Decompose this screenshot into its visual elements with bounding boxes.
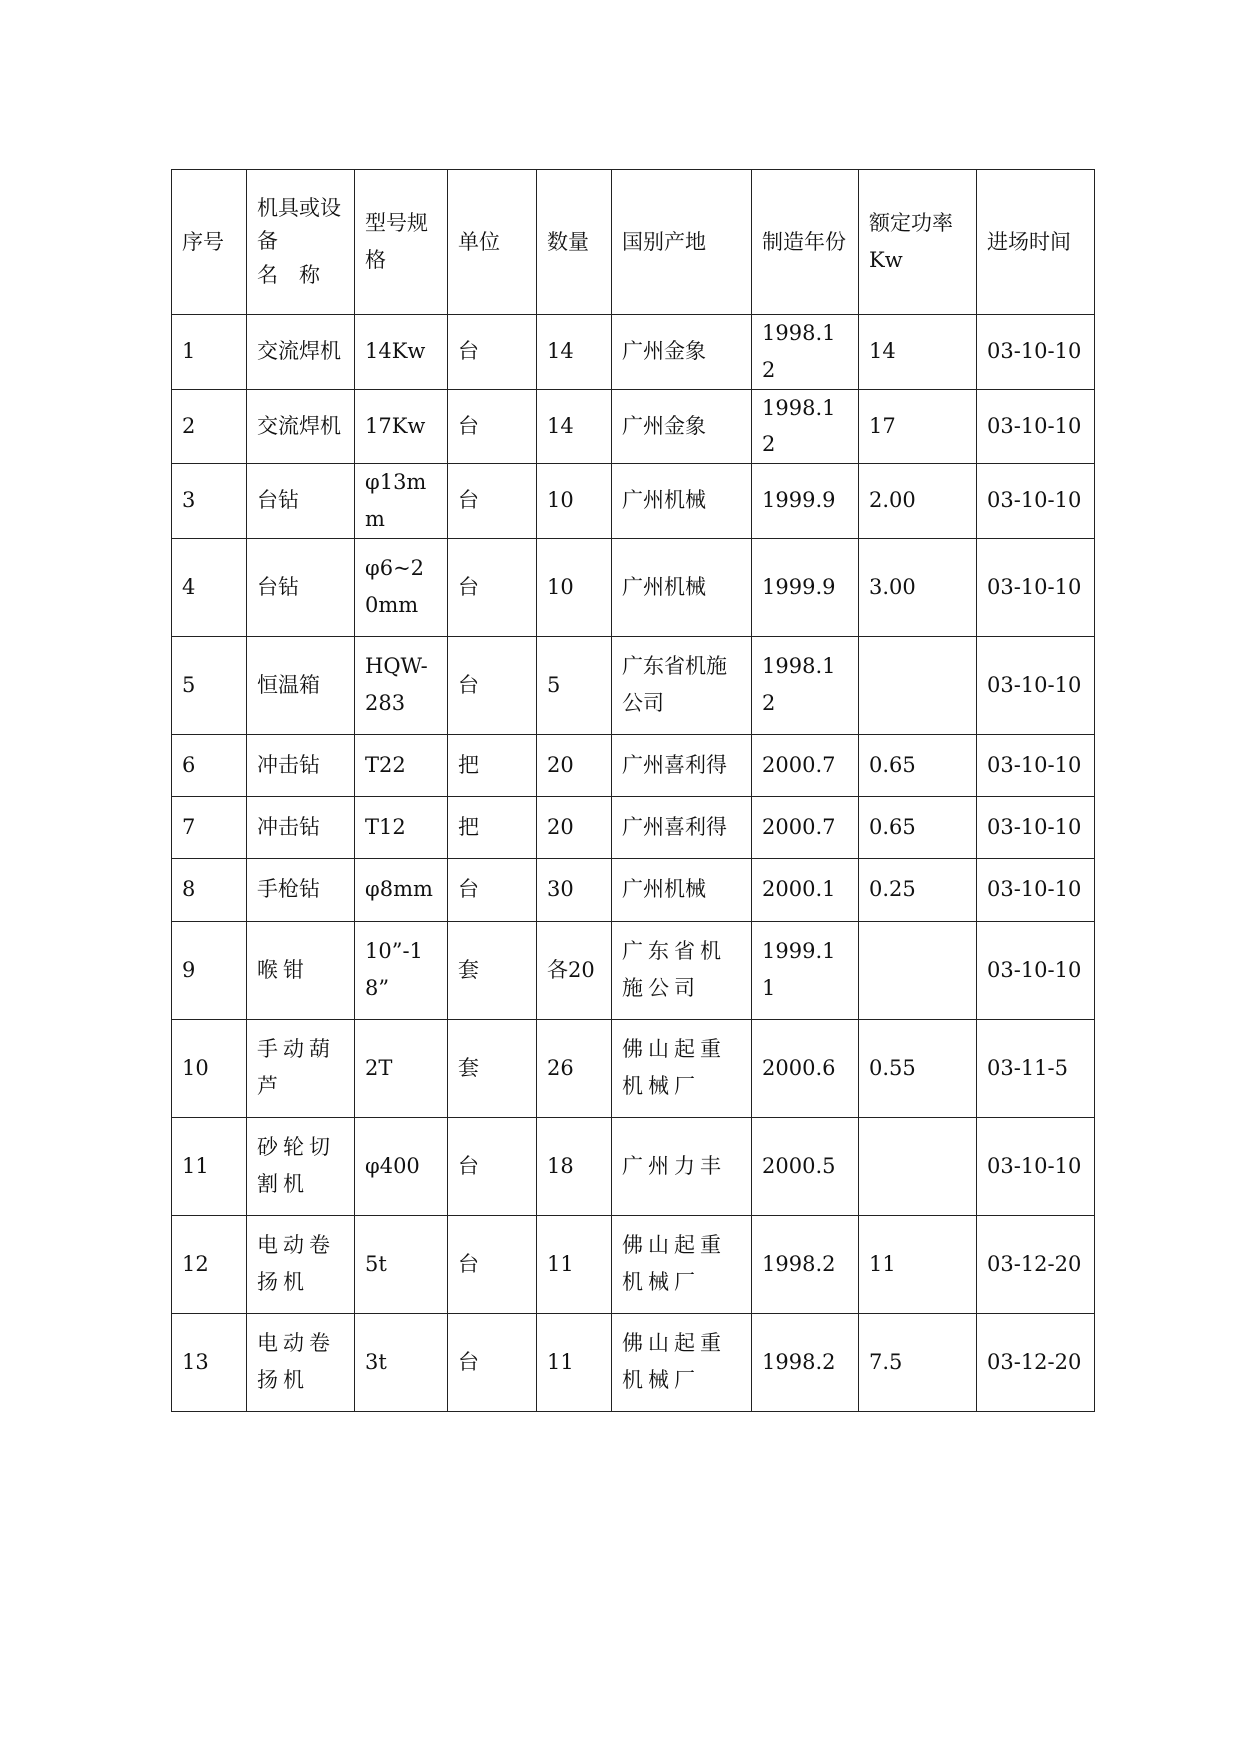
cell-power: 0.55 bbox=[859, 1019, 977, 1117]
cell-name: 喉钳 bbox=[247, 921, 355, 1019]
cell-power bbox=[859, 636, 977, 734]
cell-origin: 广州金象 bbox=[612, 315, 752, 390]
cell-model: φ6~20mm bbox=[355, 538, 448, 636]
table-row bbox=[172, 315, 1095, 390]
cell-qty: 20 bbox=[537, 796, 612, 858]
cell-model: 10”-18” bbox=[355, 921, 448, 1019]
cell-seq: 9 bbox=[172, 921, 247, 1019]
cell-origin: 广州机械 bbox=[612, 464, 752, 539]
cell-origin: 广东省机施公司 bbox=[612, 921, 752, 1019]
cell-year: 1999.9 bbox=[752, 464, 859, 539]
cell-origin: 广州机械 bbox=[612, 858, 752, 921]
table-row bbox=[172, 796, 1095, 858]
cell-name: 砂轮切割机 bbox=[247, 1117, 355, 1215]
header-origin: 国别产地 bbox=[612, 170, 752, 315]
cell-origin: 佛山起重机械厂 bbox=[612, 1019, 752, 1117]
cell-entry: 03-10-10 bbox=[977, 921, 1095, 1019]
cell-name: 恒温箱 bbox=[247, 636, 355, 734]
table-row bbox=[172, 734, 1095, 796]
cell-year: 1998.12 bbox=[752, 389, 859, 464]
cell-year: 2000.7 bbox=[752, 796, 859, 858]
header-name-line3: 名 称 bbox=[257, 262, 320, 287]
cell-qty: 30 bbox=[537, 858, 612, 921]
cell-seq: 3 bbox=[172, 464, 247, 539]
equipment-table bbox=[171, 169, 1095, 1412]
cell-entry: 03-10-10 bbox=[977, 315, 1095, 390]
cell-power bbox=[859, 921, 977, 1019]
cell-origin: 广州力丰 bbox=[612, 1117, 752, 1215]
cell-model: 2T bbox=[355, 1019, 448, 1117]
header-entry: 进场时间 bbox=[977, 170, 1095, 315]
cell-power: 2.00 bbox=[859, 464, 977, 539]
cell-entry: 03-10-10 bbox=[977, 796, 1095, 858]
cell-power: 0.25 bbox=[859, 858, 977, 921]
cell-name: 冲击钻 bbox=[247, 796, 355, 858]
cell-model: φ400 bbox=[355, 1117, 448, 1215]
cell-name: 台钻 bbox=[247, 464, 355, 539]
cell-unit: 台 bbox=[448, 1215, 537, 1313]
cell-qty: 11 bbox=[537, 1215, 612, 1313]
cell-name: 手枪钻 bbox=[247, 858, 355, 921]
cell-unit: 台 bbox=[448, 858, 537, 921]
cell-unit: 台 bbox=[448, 389, 537, 464]
cell-entry: 03-10-10 bbox=[977, 538, 1095, 636]
table-row bbox=[172, 921, 1095, 1019]
cell-year: 2000.6 bbox=[752, 1019, 859, 1117]
cell-seq: 1 bbox=[172, 315, 247, 390]
cell-model: 3t bbox=[355, 1313, 448, 1411]
cell-power: 0.65 bbox=[859, 734, 977, 796]
table-row bbox=[172, 1117, 1095, 1215]
cell-origin: 广州喜利得 bbox=[612, 796, 752, 858]
cell-power bbox=[859, 1117, 977, 1215]
cell-seq: 6 bbox=[172, 734, 247, 796]
cell-year: 1999.11 bbox=[752, 921, 859, 1019]
cell-seq: 7 bbox=[172, 796, 247, 858]
cell-qty: 26 bbox=[537, 1019, 612, 1117]
cell-unit: 把 bbox=[448, 734, 537, 796]
cell-qty: 10 bbox=[537, 538, 612, 636]
cell-entry: 03-10-10 bbox=[977, 858, 1095, 921]
table-row bbox=[172, 464, 1095, 539]
cell-origin: 广州机械 bbox=[612, 538, 752, 636]
cell-qty: 20 bbox=[537, 734, 612, 796]
cell-entry: 03-10-10 bbox=[977, 464, 1095, 539]
cell-origin: 广州金象 bbox=[612, 389, 752, 464]
cell-year: 2000.5 bbox=[752, 1117, 859, 1215]
cell-name: 交流焊机 bbox=[247, 389, 355, 464]
cell-unit: 台 bbox=[448, 636, 537, 734]
cell-seq: 10 bbox=[172, 1019, 247, 1117]
header-year: 制造年份 bbox=[752, 170, 859, 315]
cell-model: 17Kw bbox=[355, 389, 448, 464]
cell-seq: 4 bbox=[172, 538, 247, 636]
cell-power: 0.65 bbox=[859, 796, 977, 858]
cell-unit: 台 bbox=[448, 315, 537, 390]
table-row bbox=[172, 1019, 1095, 1117]
cell-qty: 18 bbox=[537, 1117, 612, 1215]
header-row bbox=[172, 170, 1095, 315]
table-row bbox=[172, 1215, 1095, 1313]
cell-year: 1998.12 bbox=[752, 636, 859, 734]
cell-seq: 12 bbox=[172, 1215, 247, 1313]
cell-unit: 把 bbox=[448, 796, 537, 858]
cell-unit: 台 bbox=[448, 1313, 537, 1411]
cell-name: 台钻 bbox=[247, 538, 355, 636]
cell-entry: 03-10-10 bbox=[977, 389, 1095, 464]
cell-power: 3.00 bbox=[859, 538, 977, 636]
cell-power: 14 bbox=[859, 315, 977, 390]
cell-origin: 佛山起重机械厂 bbox=[612, 1215, 752, 1313]
cell-model: φ13mm bbox=[355, 464, 448, 539]
cell-name: 电动卷扬机 bbox=[247, 1215, 355, 1313]
cell-unit: 台 bbox=[448, 464, 537, 539]
cell-entry: 03-10-10 bbox=[977, 734, 1095, 796]
cell-model: HQW-283 bbox=[355, 636, 448, 734]
cell-model: T12 bbox=[355, 796, 448, 858]
header-unit: 单位 bbox=[448, 170, 537, 315]
cell-power: 17 bbox=[859, 389, 977, 464]
cell-name: 冲击钻 bbox=[247, 734, 355, 796]
header-seq: 序号 bbox=[172, 170, 247, 315]
table-row bbox=[172, 389, 1095, 464]
cell-seq: 13 bbox=[172, 1313, 247, 1411]
cell-entry: 03-10-10 bbox=[977, 636, 1095, 734]
cell-seq: 5 bbox=[172, 636, 247, 734]
cell-qty: 14 bbox=[537, 315, 612, 390]
table-row bbox=[172, 636, 1095, 734]
cell-model: 14Kw bbox=[355, 315, 448, 390]
cell-year: 1998.2 bbox=[752, 1313, 859, 1411]
cell-qty: 10 bbox=[537, 464, 612, 539]
cell-entry: 03-10-10 bbox=[977, 1117, 1095, 1215]
cell-power: 7.5 bbox=[859, 1313, 977, 1411]
cell-year: 1999.9 bbox=[752, 538, 859, 636]
cell-entry: 03-12-20 bbox=[977, 1313, 1095, 1411]
cell-model: 5t bbox=[355, 1215, 448, 1313]
table-row bbox=[172, 538, 1095, 636]
cell-origin: 佛山起重机械厂 bbox=[612, 1313, 752, 1411]
cell-seq: 8 bbox=[172, 858, 247, 921]
header-name-line1: 机具或设 bbox=[257, 195, 341, 220]
cell-name: 手动葫芦 bbox=[247, 1019, 355, 1117]
cell-year: 1998.2 bbox=[752, 1215, 859, 1313]
cell-name: 交流焊机 bbox=[247, 315, 355, 390]
cell-unit: 套 bbox=[448, 921, 537, 1019]
cell-unit: 台 bbox=[448, 538, 537, 636]
cell-model: T22 bbox=[355, 734, 448, 796]
cell-origin: 广东省机施公司 bbox=[612, 636, 752, 734]
cell-qty: 5 bbox=[537, 636, 612, 734]
cell-model: φ8mm bbox=[355, 858, 448, 921]
header-power: 额定功率Kw bbox=[859, 170, 977, 315]
cell-seq: 2 bbox=[172, 389, 247, 464]
header-name-line2: 备 bbox=[257, 229, 278, 254]
cell-origin: 广州喜利得 bbox=[612, 734, 752, 796]
cell-year: 2000.7 bbox=[752, 734, 859, 796]
cell-qty: 各20 bbox=[537, 921, 612, 1019]
cell-seq: 11 bbox=[172, 1117, 247, 1215]
cell-entry: 03-12-20 bbox=[977, 1215, 1095, 1313]
cell-qty: 11 bbox=[537, 1313, 612, 1411]
header-name bbox=[247, 170, 355, 315]
header-model: 型号规格 bbox=[355, 170, 448, 315]
header-qty: 数量 bbox=[537, 170, 612, 315]
table-row bbox=[172, 1313, 1095, 1411]
cell-entry: 03-11-5 bbox=[977, 1019, 1095, 1117]
cell-qty: 14 bbox=[537, 389, 612, 464]
cell-power: 11 bbox=[859, 1215, 977, 1313]
table-row bbox=[172, 858, 1095, 921]
cell-unit: 套 bbox=[448, 1019, 537, 1117]
cell-name: 电动卷扬机 bbox=[247, 1313, 355, 1411]
cell-year: 2000.1 bbox=[752, 858, 859, 921]
cell-unit: 台 bbox=[448, 1117, 537, 1215]
cell-year: 1998.12 bbox=[752, 315, 859, 390]
